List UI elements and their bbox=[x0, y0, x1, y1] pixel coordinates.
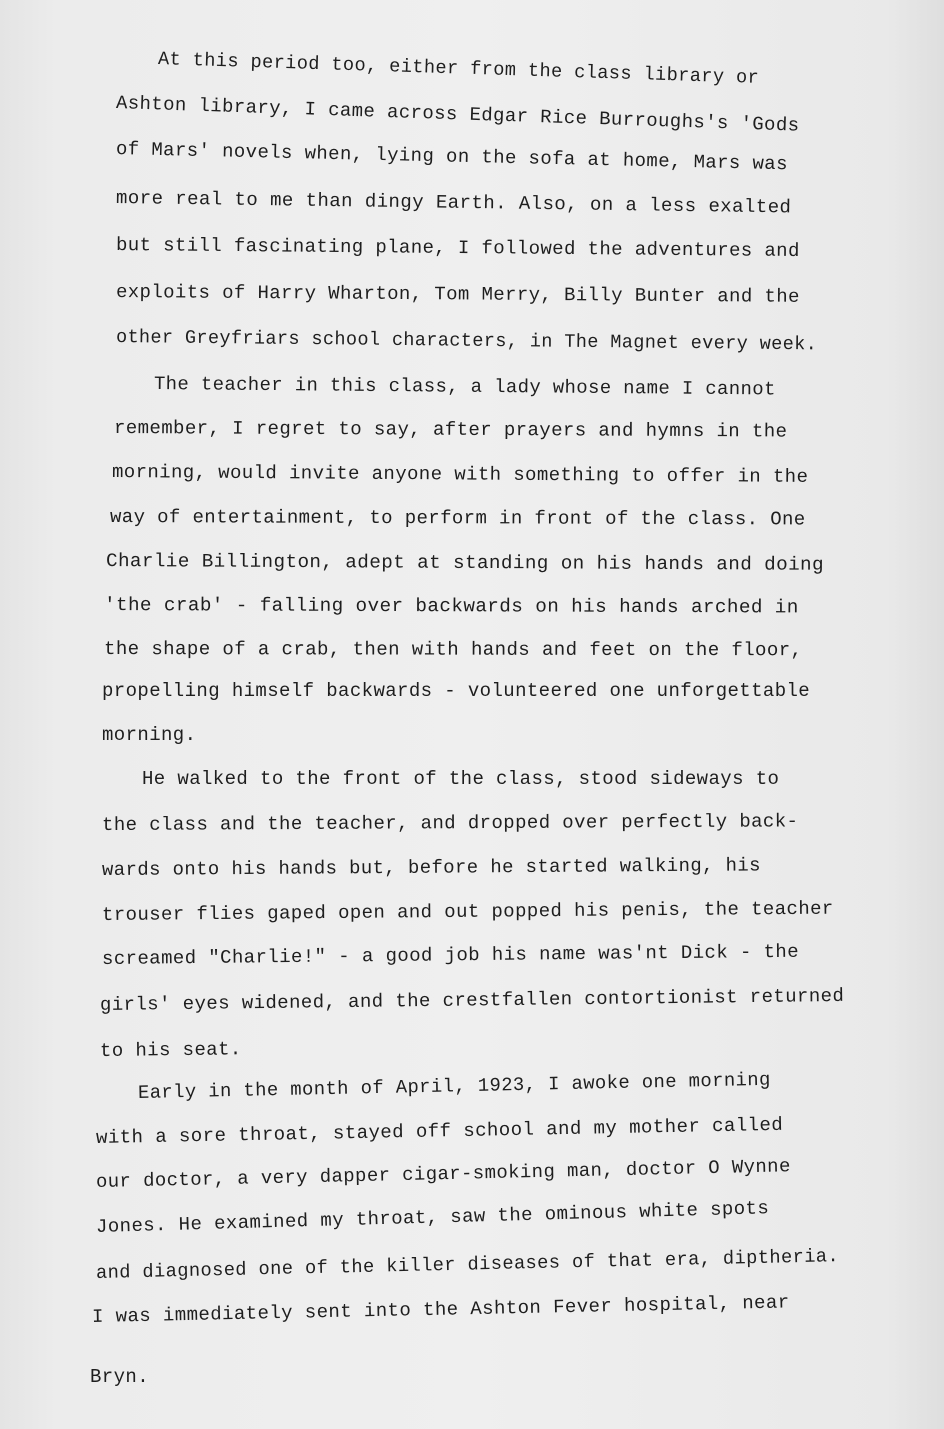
text-line: other Greyfriars school characters, in The Magnet every week. bbox=[115, 326, 818, 356]
text-line: morning, would invite anyone with something to offer in the bbox=[111, 461, 809, 488]
text-line: of Mars' novels when, lying on the sofa at home, Mars was bbox=[115, 138, 789, 176]
text-line: Bryn. bbox=[90, 1366, 150, 1388]
text-line: Charlie Billington, adept at standing on his hands and doing bbox=[105, 550, 825, 576]
text-line: Ashton library, I came across Edgar Rice Burroughs's 'Gods bbox=[115, 92, 800, 137]
text-line: morning. bbox=[102, 724, 197, 746]
text-line: with a sore throat, stayed off school and my mother called bbox=[95, 1113, 784, 1149]
text-line: girls' eyes widened, and the crestfallen contortionist returned bbox=[99, 984, 845, 1016]
text-line: more real to me than dingy Earth. Also, on a less exalted bbox=[115, 187, 792, 219]
text-line: remember, I regret to say, after prayers and hymns in the bbox=[113, 417, 788, 443]
text-line: Jones. He examined my throat, saw the ominous white spots bbox=[95, 1197, 770, 1238]
text-line: I was immediately sent into the Ashton Fever hospital, near bbox=[91, 1291, 790, 1328]
text-line: the class and the teacher, and dropped over perfectly back- bbox=[101, 810, 799, 836]
text-line: At this period too, either from the class library or bbox=[157, 48, 760, 89]
text-line: trouser flies gaped open and out popped his penis, the teacher bbox=[101, 897, 834, 926]
text-line: way of entertainment, to perform in front of the class. One bbox=[109, 506, 806, 531]
text-line: exploits of Harry Wharton, Tom Merry, Billy Bunter and the bbox=[115, 281, 800, 308]
text-line: propelling himself backwards - volunteered one unforgettable bbox=[102, 680, 811, 702]
text-line: our doctor, a very dapper cigar-smoking man, doctor O Wynne bbox=[95, 1155, 791, 1193]
text-line: but still fascinating plane, I followed the adventures and bbox=[115, 234, 800, 262]
text-line: the shape of a crab, then with hands and feet on the floor, bbox=[103, 638, 803, 662]
text-line: The teacher in this class, a lady whose name I cannot bbox=[153, 373, 776, 401]
text-line: He walked to the front of the class, stood sideways to bbox=[142, 768, 780, 790]
text-line: wards onto his hands but, before he started walking, his bbox=[101, 854, 761, 881]
text-line: Early in the month of April, 1923, I awoke one morning bbox=[137, 1068, 771, 1104]
text-line: and diagnosed one of the killer diseases of that era, diptheria. bbox=[95, 1245, 840, 1284]
text-line: to his seat. bbox=[99, 1038, 242, 1062]
text-line: screamed "Charlie!" - a good job his name was'nt Dick - the bbox=[101, 940, 800, 970]
text-line: 'the crab' - falling over backwards on his hands arched in bbox=[103, 594, 799, 619]
